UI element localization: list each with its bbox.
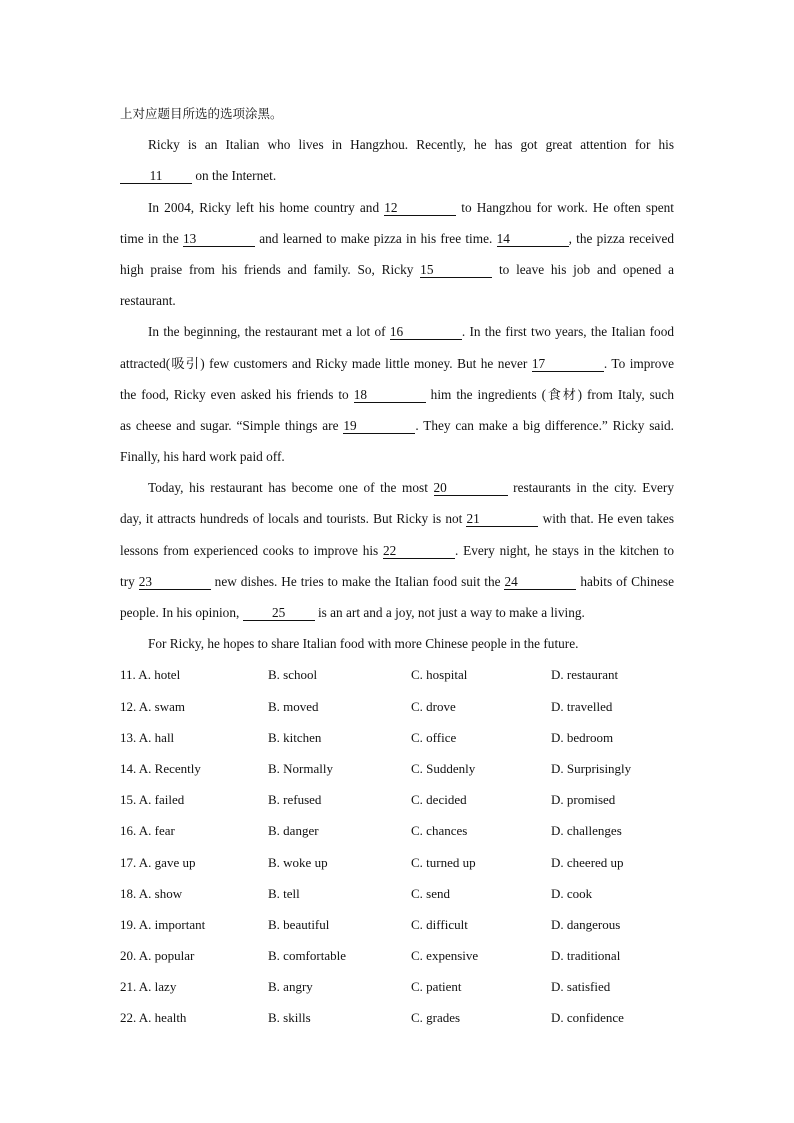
option-a: 22. A. health	[120, 1010, 187, 1026]
option-d: D. travelled	[551, 698, 613, 714]
option-d: D. confidence	[551, 1010, 624, 1026]
option-row	[120, 659, 674, 690]
passage-line: high praise from his friends and family. So, Ricky 15 to leave his job and opened a	[120, 261, 675, 277]
passage-line: time in the 13 and learned to make pizza in his free time. 14 , the pizza received	[120, 230, 674, 246]
option-c: C. send	[411, 885, 450, 901]
option-c: C. chances	[411, 823, 468, 839]
option-row	[120, 722, 674, 753]
option-a: 14. A. Recently	[120, 760, 201, 776]
passage-line: the food, Ricky even asked his friends to 18 him the ingredients (食材) from Italy, such	[120, 386, 674, 402]
passage-line: try 23 new dishes. He tries to make the Italian food suit the 24 habits of Chinese	[120, 573, 674, 589]
option-c: C. difficult	[411, 916, 468, 932]
passage-line: Finally, his hard work paid off.	[120, 449, 285, 465]
options-list	[120, 659, 674, 1033]
option-a: 13. A. hall	[120, 729, 175, 745]
option-c: C. Suddenly	[411, 760, 476, 776]
option-d: D. promised	[551, 792, 616, 808]
option-d: D. challenges	[551, 823, 622, 839]
passage-line: Ricky is an Italian who lives in Hangzhou. Recently, he has got great attention for his	[148, 137, 674, 153]
option-row	[120, 753, 674, 784]
blank-18: 18	[354, 388, 426, 403]
option-a: 12. A. swam	[120, 698, 185, 714]
option-b: B. refused	[268, 792, 322, 808]
passage-line: day, it attracts hundreds of locals and tourists. But Ricky is not 21 with that. He even takes	[120, 511, 674, 527]
blank-21: 21	[466, 512, 538, 527]
blank-22: 22	[383, 544, 455, 559]
passage-line: as cheese and sugar. “Simple things are 19 . They can make a big difference.” Ricky said.	[120, 417, 674, 433]
passage-line: restaurant.	[120, 293, 176, 309]
option-c: C. decided	[411, 792, 467, 808]
option-a: 16. A. fear	[120, 823, 175, 839]
option-row	[120, 940, 674, 971]
option-row	[120, 909, 674, 940]
option-a: 15. A. failed	[120, 792, 185, 808]
passage-line: Today, his restaurant has become one of the most 20 restaurants in the city. Every	[148, 480, 674, 496]
passage-line: For Ricky, he hopes to share Italian food with more Chinese people in the future.	[148, 636, 579, 652]
blank-25: 25	[243, 606, 315, 621]
blank-11: 11	[120, 169, 192, 184]
option-d: D. cook	[551, 885, 593, 901]
option-c: C. hospital	[411, 667, 468, 683]
option-d: D. bedroom	[551, 729, 614, 745]
passage-line: In the beginning, the restaurant met a lot of 16 . In the first two years, the Italian food	[148, 324, 674, 340]
option-b: B. tell	[268, 885, 300, 901]
blank-19: 19	[343, 419, 415, 434]
option-b: B. skills	[268, 1010, 311, 1026]
option-b: B. moved	[268, 698, 319, 714]
option-b: B. angry	[268, 979, 313, 995]
blank-23: 23	[139, 575, 211, 590]
blank-17: 17	[532, 357, 604, 372]
option-d: D. restaurant	[551, 667, 619, 683]
option-a: 20. A. popular	[120, 948, 195, 964]
option-row	[120, 1002, 674, 1033]
passage-line: In 2004, Ricky left his home country and 12 to Hangzhou for work. He often spent	[148, 199, 674, 215]
instruction-header: 上对应题目所选的选项涂黑。	[120, 106, 283, 121]
option-a: 17. A. gave up	[120, 854, 196, 870]
option-c: C. expensive	[411, 948, 479, 964]
option-d: D. cheered up	[551, 854, 624, 870]
option-b: B. danger	[268, 823, 319, 839]
option-a: 18. A. show	[120, 885, 183, 901]
option-row	[120, 847, 674, 878]
option-c: C. office	[411, 729, 457, 745]
option-b: B. Normally	[268, 760, 333, 776]
option-c: C. turned up	[411, 854, 476, 870]
blank-20: 20	[434, 481, 508, 496]
blank-14: 14	[497, 232, 569, 247]
blank-16: 16	[390, 325, 462, 340]
option-b: B. school	[268, 667, 318, 683]
option-d: D. dangerous	[551, 916, 621, 932]
blank-13: 13	[183, 232, 255, 247]
passage-line: lessons from experienced cooks to improve his 22 . Every night, he stays in the kitchen to	[120, 542, 675, 558]
option-b: B. comfortable	[268, 948, 346, 964]
passage-line: 11 on the Internet.	[120, 160, 674, 191]
option-b: B. beautiful	[268, 916, 330, 932]
option-a: 19. A. important	[120, 916, 206, 932]
option-row	[120, 971, 674, 1002]
option-row	[120, 815, 674, 846]
option-c: C. grades	[411, 1010, 461, 1026]
option-c: C. drove	[411, 698, 456, 714]
option-d: D. traditional	[551, 948, 621, 964]
option-a: 11. A. hotel	[120, 667, 181, 683]
blank-24: 24	[504, 575, 576, 590]
option-row	[120, 784, 674, 815]
option-d: D. satisfied	[551, 979, 611, 995]
option-b: B. kitchen	[268, 729, 322, 745]
option-c: C. patient	[411, 979, 462, 995]
option-d: D. Surprisingly	[551, 760, 632, 776]
passage-line: attracted(吸引) few customers and Ricky made little money. But he never 17 . To improve	[120, 355, 674, 371]
option-row	[120, 691, 674, 722]
passage-line: people. In his opinion, 25 is an art and a joy, not just a way to make a living.	[120, 605, 585, 620]
option-b: B. woke up	[268, 854, 328, 870]
option-a: 21. A. lazy	[120, 979, 177, 995]
passage	[120, 129, 674, 659]
blank-15: 15	[420, 263, 492, 278]
document-page	[120, 98, 674, 1034]
option-row	[120, 878, 674, 909]
blank-12: 12	[384, 201, 456, 216]
